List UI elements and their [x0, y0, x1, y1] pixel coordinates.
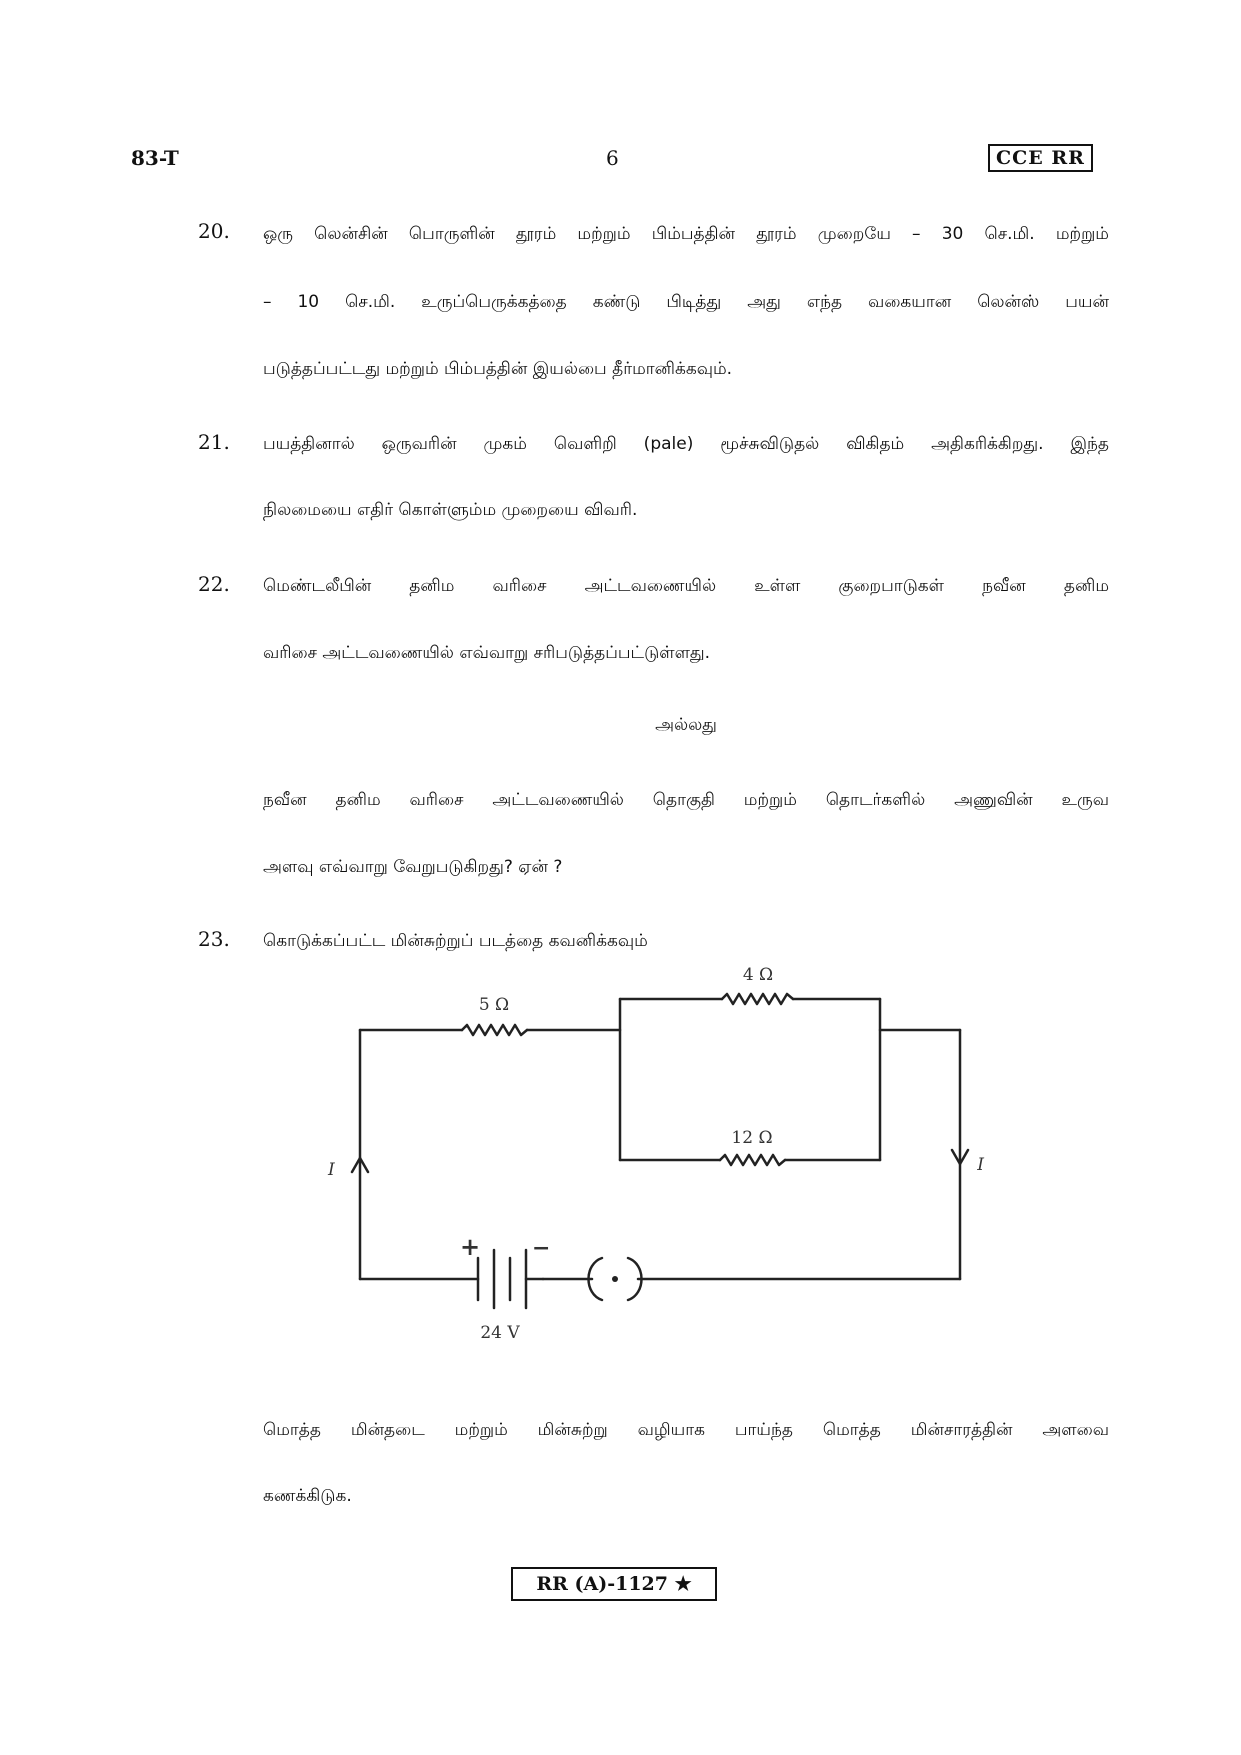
footer-code-box	[511, 1567, 717, 1601]
resistor-5ohm	[462, 1025, 527, 1035]
question-number: 20.	[198, 219, 230, 243]
question-line: கணக்கிடுக.	[263, 1486, 352, 1506]
plus-sign: +	[460, 1232, 481, 1261]
resistor-label: 5 Ω	[478, 995, 510, 1015]
question-line: வரிசை அட்டவணையில் எவ்வாறு சரிபடுத்தப்பட்டுள்ளது.	[263, 643, 711, 663]
question-line: பயத்தினால் ஒருவரின் முகம் வெளிறி (pale) மூச்சுவிடுதல் விகிதம் அதிகரிக்கிறது. இந்த	[263, 434, 1109, 454]
question-line: நிலமையை எதிர் கொள்ளும்ம முறையை விவரி.	[263, 500, 638, 520]
question-line: மொத்த மின்தடை மற்றும் மின்சுற்று வழியாக பாய்ந்த மொத்த மின்சாரத்தின் அளவை	[263, 1420, 1109, 1440]
paper-code: 83-T	[131, 146, 179, 170]
resistor-4ohm	[722, 994, 793, 1004]
circuit-diagram	[300, 950, 984, 1350]
exam-code-box: CCE RR	[988, 144, 1093, 172]
question-line: நவீன தனிம வரிசை அட்டவணையில் தொகுதி மற்றும் தொடர்களில் அணுவின் உருவ	[263, 790, 1109, 810]
star-icon: ★	[674, 1573, 692, 1595]
resistor-12ohm	[720, 1155, 785, 1165]
question-line: அளவு எவ்வாறு வேறுபடுகிறது? ஏன் ?	[263, 857, 563, 877]
question-number: 23.	[198, 927, 230, 951]
question-line: படுத்தப்பட்டது மற்றும் பிம்பத்தின் இயல்பை தீர்மானிக்கவும்.	[263, 359, 733, 379]
question-line: மெண்டலீபின் தனிம வரிசை அட்டவணையில் உள்ள குறைபாடுகள் நவீன தனிம	[263, 576, 1109, 596]
question-line: கொடுக்கப்பட்ட மின்சுற்றுப் படத்தை கவனிக்கவும்	[263, 931, 648, 951]
resistor-label: 4 Ω	[742, 965, 774, 985]
or-separator: அல்லது	[655, 715, 717, 735]
question-number: 22.	[198, 572, 230, 596]
current-label: I	[977, 1155, 984, 1175]
resistor-label: 12 Ω	[731, 1128, 773, 1148]
minus-sign: −	[532, 1235, 551, 1261]
footer-code: RR (A)-1127	[536, 1573, 668, 1595]
question-line: – 10 செ.மி. உருப்பெருக்கத்தை கண்டு பிடித்து அது எந்த வகையான லென்ஸ் பயன்	[263, 292, 1109, 312]
battery-label: 24 V	[480, 1323, 520, 1343]
meter-dot	[612, 1276, 618, 1282]
page-number: 6	[606, 146, 619, 170]
current-label: I	[328, 1160, 335, 1180]
question-line: ஒரு லென்சின் பொருளின் தூரம் மற்றும் பிம்பத்தின் தூரம் முறையே – 30 செ.மி. மற்றும்	[263, 224, 1109, 244]
question-number: 21.	[198, 430, 230, 454]
